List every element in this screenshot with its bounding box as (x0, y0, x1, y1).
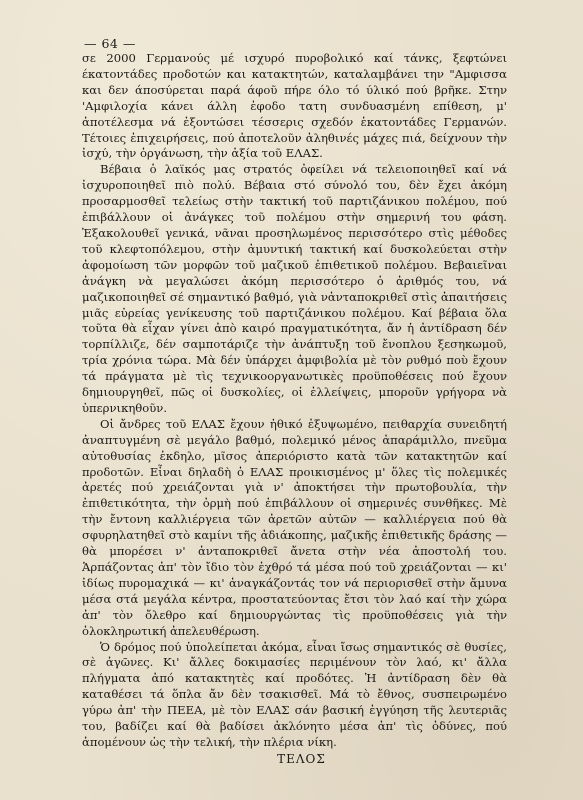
paragraph-3: Οἱ ἄνδρες τοῦ ΕΛΑΣ ἔχουν ἠθικό ἐξυψωμένο, πειθαρχία συνειδητή ἀναπτυγμένη σὲ μεγάλο βαθμό, πολεμικό μένος ἀπαράμιλλο, πνεῦμα αὐτοθυσίας ἐκδηλο, μῖσος ἀπεριόριστο κατὰ τῶν κατακτητῶν καί προδοτῶν. Εἶναι δηλαδὴ ὁ ΕΛΑΣ προικισμένος μ' ὅλες τὶς πολεμικές ἀρετές πού χρειάζονται γιὰ ν' ἀποκτήσει τὴν πρωτοβουλία, τὴν ἐπιθετικότητα, τὴν ὁρμὴ πού ἐπιβάλλουν οἱ σημερινές συνθῆκες. Μὲ τὴν ἔντονη καλλιέργεια τῶν ἀρετῶν αὐτῶν — καλλιέργεια πού θὰ σφυρηλατηθεῖ στὸ καμίνι τῆς ἀδιάκοπης, μαζικῆς ἐπιθετικῆς δράσης — θὰ μπορέσει ν' ἀνταποκριθεῖ ἄνετα στὴν νέα ἀποστολή του. Ἁρπάζοντας ἀπ' τὸν ἴδιο τὸν ἐχθρό τά μέσα πού τοῦ χρειάζονται — κι' ἰδίως πυρομαχικά — κι' ἀναγκάζοντάς τον νά περιορισθεῖ στὴν ἄμυνα μέσα στά μεγάλα κέντρα, προστατεύοντας ἔτσι τὸν λαό καί τὴν χώρα ἀπ' τὸν ὄλεθρο καί δημιουργώντας τὶς προϋποθέσεις γιὰ τὴν ὁλοκληρωτική ἀπελευθέρωση. (82, 416, 507, 638)
paragraph-1: σε 2000 Γερμανούς μέ ισχυρό πυροβολικό καί τάνκς, ξεφτώνει έκατοντάδες προδοτών και κατακτητών, καταλαμβάνει την "Αμφισσα και δεν άποσύρεται παρά άφοῦ πήρε όλο τό ύλικό πού βρῆκε. Στην 'Αμφιλοχία κάνει άλλη ἐφοδο τατη συνδυασμένη επίθεση, μ' ἀποτέλεσμα νά ἐξοντώσει τέσσερις σχεδόν ἑκατοντάδες Γερμανών. Τέτοιες ἐπιχειρήσεις, πού ἀποτελοῦν ἀληθινές μάχες πιά, δείχνουν τὴν ἰσχύ, τὴν ὀργάνωση, τὴν ἀξία τοῦ ΕΛΑΣ. (82, 51, 507, 161)
paragraph-4: Ὁ δρόμος πού ὑπολείπεται ἀκόμα, εἶναι ἴσως σημαντικός σὲ θυσίες, σὲ ἀγῶνες. Κι' ἄλλες δοκιμασίες περιμένουν τὸν λαό, κι' ἄλλα πλήγματα ἀπό κατακτητὲς καί προδότες. Ἡ ἀντίδραση δὲν θὰ καταθέσει τά ὅπλα ἄν δὲν τσακισθεῖ. Μά τὸ ἔθνος, συσπειρωμένο γύρω ἀπ' τὴν ΠΕΕΑ, μὲ τὸν ΕΛΑΣ σάν βασική ἐγγύηση τῆς λευτεριᾶς του, βαδίζει καί θὰ βαδίσει ἀκλόνητο μέσα ἀπ' τὶς ὀδύνες, πού ἀπομένουν ὡς τὴν τελική, τὴν πλέρια νίκη. (82, 639, 507, 749)
end-mark: ΤΕΛΟΣ (277, 751, 326, 766)
paragraph-2: Βέβαια ὁ λαϊκός μας στρατός ὀφείλει νά τελειοποιηθεῖ καί νά ἰσχυροποιηθεῖ πιὸ πολύ. Βέβαια στό σύνολό του, δὲν ἔχει ἀκόμη προσαρμοσθεῖ τελείως στὴν τακτική τοῦ παρτιζάνικου πολέμου, πού ἐπιβάλλουν οἱ ἀνάγκες τοῦ πολέμου στὴν σημερινή του φάση. Ἐξακολουθεῖ γενικά, νᾶναι προσηλωμένος περισσότερο στὶς μέθοδες τοῦ κλεφτοπόλεμου, στὴν ἀμυντική τακτική καί δυσκολεύεται στὴν ἀφομοίωση τῶν μορφῶν τοῦ μαζικοῦ ἐπιθετικοῦ πολέμου. Βεβαιεῖναι ἀνάγκη νὰ μεγαλώσει ἀκόμη περισσότερο ὁ ἀριθμός του, νά μαζικοποιηθεῖ σέ σημαντικό βαθμό, γιὰ νἀνταποκριθεῖ στὶς ἀπαιτήσεις μιᾶς εὑρείας γενίκευσης τοῦ παρτιζάνικου πολέμου. Καί βέβαια ὅλα τοῦτα θὰ εἶχαν γίνει ἀπὸ καιρό πραγματικότητα, ἄν ἡ ἀντίδραση δέν τορπίλλιζε, δέν σαμποτάριζε τὴν ἀνάπτυξη τοῦ ἔνοπλου ξεσηκωμοῦ, τρία χρόνια τώρα. Μὰ δέν ὑπάρχει ἀμφιβολία μὲ τὸν ρυθμό ποὺ ἔχουν τά πράγματα μὲ τὶς τεχνικοοργανωτικὲς προϋποθέσεις πού ἔχουν δημιουργηθεῖ, πῶς οἱ δυσκολίες, οἱ ἐλλείψεις, μποροῦν γρήγορα νὰ ὑπερνικηθοῦν. (82, 162, 507, 415)
page-number: — 64 — (84, 36, 136, 51)
